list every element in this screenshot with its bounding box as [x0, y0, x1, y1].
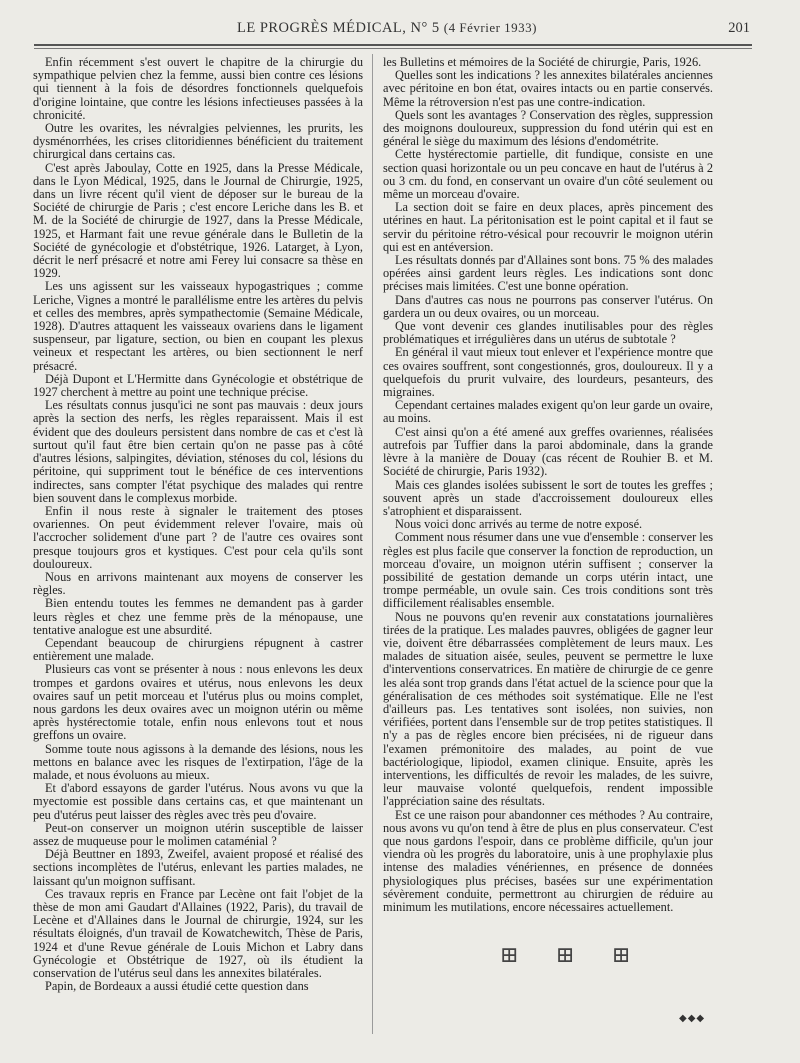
- paragraph: Ces travaux repris en France par Lecène ont fait l'objet de la thèse de mon ami Gaudart d'Allaines (1922, Paris), du travail de Lecène et d'Allaines dans le Journal de chirurgie, 1924, sur les résultats éloignés, d'un travail de Kowatchewitch, Thèse de Paris, 1924 et d'une Revue générale de Louis Michon et Labry dans Gynécologie et Obstétrique de 1927, où ils étudient la conservation de l'utérus seul dans les annexites bilatérales.: [33, 886, 363, 981]
- paragraph: Dans d'autres cas nous ne pourrons pas conserver l'utérus. On gardera un ou deux ovaires, ou un morceau.: [383, 292, 713, 320]
- paragraph: Déjà Beuttner en 1893, Zweifel, avaient proposé et réalisé des sections incomplètes de l'utérus, enlevant les parties malades, ne laissant qu'un moignon suffisant.: [33, 847, 363, 888]
- issue-date: (4 Février 1933): [443, 20, 537, 35]
- paragraph: Que vont devenir ces glandes inutilisables pour des règles problématiques et irrégulières dans un utérus de subtotale ?: [383, 319, 713, 347]
- paragraph: Quelles sont les indications ? les annexites bilatérales anciennes avec péritoine en bon état, ovaires intacts ou en partie conservés. Même la rétroversion n'est pas une contre-indication.: [383, 68, 713, 109]
- paragraph: Nous en arrivons maintenant aux moyens de conserver les règles.: [33, 569, 363, 598]
- paragraph: Les uns agissent sur les vaisseaux hypogastriques ; comme Leriche, Vignes a montré le parallélisme entre les artères du pelvis et celles des membres, après sympathectomie (Semaine Médicale, 1928). D'autres attaquent les vaisseaux ovariens dans le ligament suspenseur, par ligature, section, ou bien en coupant les plexus veineux et respectant les artères, ou bien sectionnent le nerf présacré.: [33, 279, 363, 373]
- paragraph: Somme toute nous agissons à la demande des lésions, nous les mettons en balance avec les risques de l'extirpation, l'âge de la malade, et nous évoluons au mieux.: [33, 741, 363, 782]
- paragraph: Cependant beaucoup de chirurgiens répugnent à castrer entièrement une malade.: [33, 635, 363, 664]
- paragraph: Est ce une raison pour abandonner ces méthodes ? Au contraire, nous avons vu qu'on tend à être de plus en plus conservateur. C'est que nous gardons l'espoir, dans ce problème difficile, qu'un jour viendra où les progrès du laboratoire, unis à une prophylaxie plus intense des maladies vénériennes, en présence de données physiologiques plus précises, basées sur une expérimentation sévèrement conduite, permettront au chirurgien de réduire au minimum les mutilations, encore nécessaires actuellement.: [383, 807, 713, 914]
- paragraph: Mais ces glandes isolées subissent le sort de toutes les greffes ; souvent après un stade d'accroissement douloureux elles s'atrophient et disparaissent.: [383, 477, 713, 518]
- paragraph: les Bulletins et mémoires de la Société de chirurgie, Paris, 1926.: [383, 55, 702, 69]
- paragraph: Les résultats connus jusqu'ici ne sont pas mauvais : deux jours après la section des nerfs, les règles reparaissent. Mais il est évident que des douleurs persistent dans nombre de cas et c'est là surtout qu'il faut être bien certain qu'on ne passe pas à côté d'autres lésions, salpingites, déviation, sténoses du col, lésions du péritoine, qui suppriment tout le bénéfice de ces interventions indirectes, sans compter l'état psychique des malades qui rentre bien souvent dans le complexus morbide.: [33, 398, 363, 505]
- paragraph: Déjà Dupont et L'Hermitte dans Gynécologie et obstétrique de 1927 cherchent à mettre au point une technique précise.: [33, 371, 363, 400]
- paragraph: Enfin il nous reste à signaler le traitement des ptoses ovariennes. On peut évidemment relever l'ovaire, mais où l'accrocher solidement d'une part ? de l'autre ces ovaires sont presque toujours gros et kystiques. C'est pour cela qu'ils sont douloureux.: [33, 503, 363, 571]
- paragraph: Comment nous résumer dans une vue d'ensemble : conserver les règles est plus facile que conserver la fonction de reproduction, un morceau d'ovaire, un moignon utérin suffisent ; conserver la possibilité de gestation demande un corps utérin intact, une trompe perméable, un ovule sain. Ces trois conditions sont très difficilement réalisables ensemble.: [383, 530, 713, 611]
- running-header: [34, 20, 750, 42]
- paragraph: Outre les ovarites, les névralgies pelviennes, les prurits, les dysménorrhées, les crises clitoridiennes bénéficient du traitement chirurgical dans certains cas.: [33, 121, 363, 162]
- left-column: [33, 56, 363, 993]
- paragraph: Enfin récemment s'est ouvert le chapitre de la chirurgie du sympathique pelvien chez la femme, aussi bien contre ces lésions qui tiennent à la fois de désordres fonctionnels quelquefois d'origine lointaine, que contre les lésions infectieuses passées à la chronicité.: [33, 55, 363, 122]
- paragraph: Et d'abord essayons de garder l'utérus. Nous avons vu que la myectomie est possible dans certains cas, et que maintenant un peu d'utérus peut laisser des règles avec très peu d'ovaire.: [33, 781, 363, 822]
- section-ornaments: ⊞ ⊞ ⊞: [500, 942, 647, 967]
- paragraph: Les résultats donnés par d'Allaines sont bons. 75 % des malades opérées ainsi gardent leurs règles. Les indications sont donc précises mais limitées. C'est une bonne opération.: [383, 253, 713, 294]
- paragraph: Cependant certaines malades exigent qu'on leur garde un ovaire, au moins.: [383, 398, 713, 426]
- paragraph: Peut-on conserver un moignon utérin susceptible de laisser assez de muqueuse pour le molimen cataménial ?: [33, 820, 363, 848]
- paragraph: Nous voici donc arrivés au terme de notre exposé.: [395, 517, 643, 532]
- journal-name: LE PROGRÈS MÉDICAL, N° 5: [236, 20, 440, 36]
- page-number: 201: [728, 20, 750, 36]
- header-rule-thick: [34, 44, 752, 46]
- paragraph: En général il vaut mieux tout enlever et l'expérience montre que ces ovaires souffrent, sont congestionnés, gros, douloureux. Il y a quelquefois du prurit vulvaire, des lourdeurs, pesanteurs, des migraines.: [383, 345, 713, 400]
- column-divider: [372, 54, 373, 1034]
- header-rule-thin: [34, 48, 752, 49]
- paragraph: La section doit se faire en deux places, après pincement des utérines en haut. La péritonisation est le point capital et il faut se servir du péritoine rétro-vésical pour recouvrir le moignon utérin qui est en antéversion.: [383, 200, 713, 254]
- paragraph: Cette hystérectomie partielle, dit fundique, consiste en une section quasi horizontale ou un peu concave en haut de l'utérus à 2 ou 3 cm. du fond, en conservant un ovaire d'un côté seulement ou même un morceau d'ovaire.: [383, 147, 713, 202]
- paragraph: Quels sont les avantages ? Conservation des règles, suppression des moignons douloureux, suppression du fond utérin qui est en général le siège du maximum des lésions d'endométrite.: [383, 107, 713, 149]
- end-mark: ◆◆◆: [679, 1013, 706, 1024]
- right-column: [383, 56, 713, 914]
- paragraph: Papin, de Bordeaux a aussi étudié cette question dans: [45, 979, 309, 994]
- paragraph: C'est après Jaboulay, Cotte en 1925, dans la Presse Médicale, dans le Lyon Médical, 1925, dans le Journal de Chirurgie, 1925, dans un livre récent qu'il vient de déposer sur le bureau de la Société de chirurgie de Paris ; c'est encore Leriche dans les B. et M. de la Société de chirurgie de 1927, dans la Presse Médicale, 1925, et Harmant fait une revue générale dans le Bulletin de la Société de gynécologie et d'obstétrique, 1926. Latarget, à Lyon, décrit le nerf présacré et notre ami Ferey lui consacre sa thèse en 1929.: [33, 160, 363, 281]
- journal-title: [34, 20, 740, 37]
- paragraph: C'est ainsi qu'on a été amené aux greffes ovariennes, réalisées autrefois par Tuffier dans la paroi abdominale, dans la grande lèvre à la manière de Douay (cas récent de Rouhier B. et M. Société de chirurgie, Paris 1932).: [383, 424, 713, 479]
- paragraph: Bien entendu toutes les femmes ne demandent pas à garder leurs règles et chez une femme près de la ménopause, une tentative analogue est une absurdité.: [33, 596, 363, 637]
- paragraph: Nous ne pouvons qu'en revenir aux constatations journalières tirées de la pratique. Les malades pauvres, obligées de gagner leur vie, doivent être débarrassées complètement de leurs maux. Les malades de situation aisée, seules, peuvent se permettre le luxe d'interventions conservatrices. En matière de chirurgie de ce genre les aléa sont trop grands dans l'état actuel de la science pour que la généralisation de ces méthodes soit systématique. Elle ne l'est d'ailleurs pas. Les tentatives sont isolées, non suivies, non vérifiées, portent dans l'ensemble sur de trop petites statistiques. Il n'y a pas de règles encore bien précisées, ni de rigueur dans l'examen prémonitoire des malades, au point de vue bactériologique, lipiodol, examen clinique. Ensuite, après les interventions, les difficultés de revoir les malades, de les suivre, leur mauvaise volonté quelquefois, rendent impossible l'appréciation saine des résultats.: [383, 609, 713, 809]
- paragraph: Plusieurs cas vont se présenter à nous : nous enlevons les deux trompes et gardons ovaires et utérus, nous enlevons les deux ovaires sauf un petit morceau et l'utérus plus ou moins complet, nous gardons les deux ovaires avec un moignon utérin ou même après hystérectomie totale, enfin nous enlevons tout et nous greffons un ovaire.: [33, 662, 363, 743]
